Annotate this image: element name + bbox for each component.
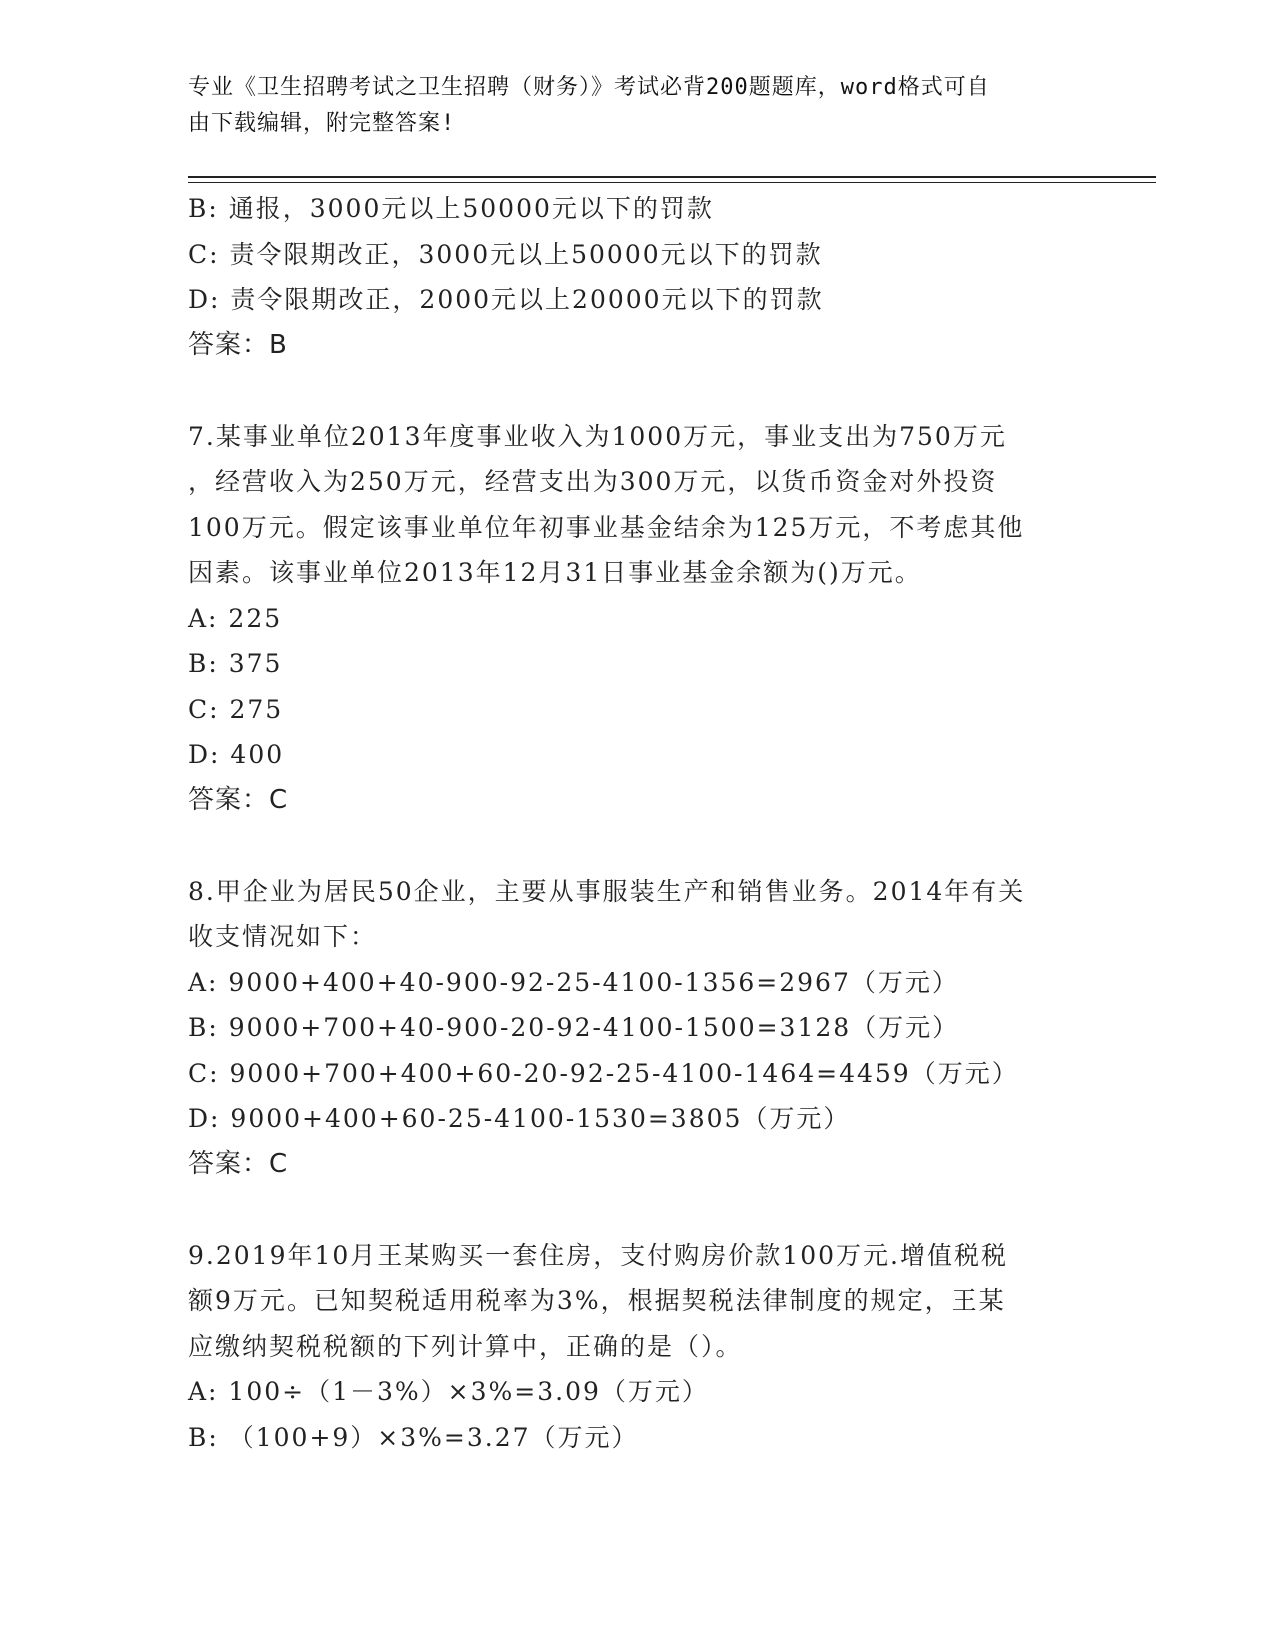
question-text-line: ，经营收入为250万元，经营支出为300万元，以货币资金对外投资 [188,467,998,496]
answer: 答案：B [188,329,288,360]
option-d: D: 9000+400+60-25-4100-1530=3805（万元） [188,1104,851,1133]
question-text-line: 9.2019年10月王某购买一套住房，支付购房价款100万元.增值税税 [188,1240,1008,1270]
question-text-line: 8.甲企业为居民50企业，主要从事服装生产和销售业务。2014年有关 [188,876,1026,906]
option-b: B: 通报，3000元以上50000元以下的罚款 [188,194,714,223]
option-b: B: （100+9）×3%=3.27（万元） [188,1422,639,1452]
option-b: B: 375 [188,649,283,678]
option-d: D: 400 [188,740,285,769]
header-divider-thick [188,176,1156,178]
header-line-2: 由下载编辑，附完整答案! [188,111,456,136]
question-9 [188,1233,1088,1461]
answer: 答案：C [188,1148,289,1179]
header-line-1: 专业《卫生招聘考试之卫生招聘（财务）》考试必背200题题库，word格式可自 [188,75,990,100]
question-text-line: 7.某事业单位2013年度事业收入为1000万元，事业支出为750万元 [188,421,1007,451]
answer: 答案：C [188,784,289,815]
question-text-line: 收支情况如下： [188,922,378,951]
document-header [188,70,1078,142]
option-a: A: 9000+400+40-900-92-25-4100-1356=2967（万元） [188,967,959,997]
question-text-line: 应缴纳契税税额的下列计算中，正确的是（）。 [188,1331,743,1361]
question-content [188,186,1088,1460]
question-text-line: 额9万元。已知契税适用税率为3%，根据契税法律制度的规定，王某 [188,1286,1006,1315]
option-a: A: 100÷（1－3%）×3%=3.09（万元） [188,1377,709,1406]
question-prev [188,186,1088,368]
header-divider-thin [188,182,1156,183]
question-text-line: 100万元。假定该事业单位年初事业基金结余为125万元，不考虑其他 [188,512,1025,542]
option-d: D: 责令限期改正，2000元以上20000元以下的罚款 [188,285,824,314]
option-b: B: 9000+700+40-900-20-92-4100-1500=3128（万元） [188,1013,960,1042]
option-c: C: 9000+700+400+60-20-92-25-4100-1464=4459（万元） [188,1058,1019,1088]
option-a: A: 225 [188,603,283,633]
question-8 [188,869,1088,1188]
option-c: C: 275 [188,694,284,724]
question-7 [188,414,1088,824]
option-c: C: 责令限期改正，3000元以上50000元以下的罚款 [188,239,823,269]
question-text-line: 因素。该事业单位2013年12月31日事业基金余额为()万元。 [188,558,922,587]
